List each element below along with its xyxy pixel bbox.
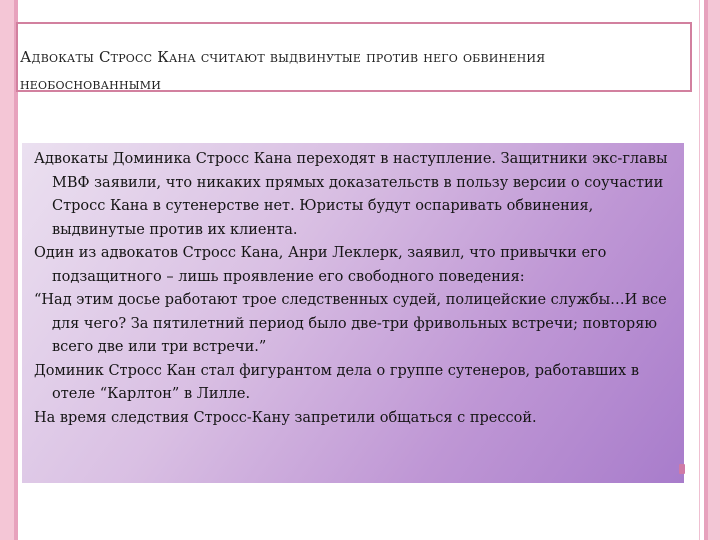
slide-title: Адвокаты Стросс Кана считают выдвинутые против него обвинения необоснованными: [20, 48, 546, 93]
paragraph-2: Один из адвокатов Стросс Кана, Анри Леклерк, заявил, что привычки его подзащитного – лишь проявление его свободного поведения:: [34, 245, 607, 285]
paragraph-5: На время следствия Стросс-Кану запретили общаться с прессой.: [34, 409, 537, 426]
right-decorative-stripe-accent: [704, 0, 708, 540]
paragraph-1: Адвокаты Доминика Стросс Кана переходят в наступление. Защитники экс-главы МВФ заявили, что никаких прямых доказательств в пользу версии о соучастии Стросс Кана в сутенерстве нет. Юристы будут оспаривать обвинения, выдвинутые против их клиента.: [34, 151, 668, 238]
paragraph-4: Доминик Стросс Кан стал фигурантом дела о группе сутенеров, работавших в отеле “Карлтон” в Лилле.: [34, 362, 640, 402]
right-decorative-stripe: [708, 0, 720, 540]
left-decorative-stripe: [0, 0, 14, 540]
right-decorative-stripe-edge: [699, 0, 700, 540]
corner-marker: [679, 464, 685, 474]
content-body: [34, 148, 674, 430]
paragraph-3-quote: “Над этим досье работают трое следственных судей, полицейские службы…И все для чего? За пятилетний период было две-три фривольных встречи; повторяю всего две или три встречи.”: [34, 292, 667, 355]
